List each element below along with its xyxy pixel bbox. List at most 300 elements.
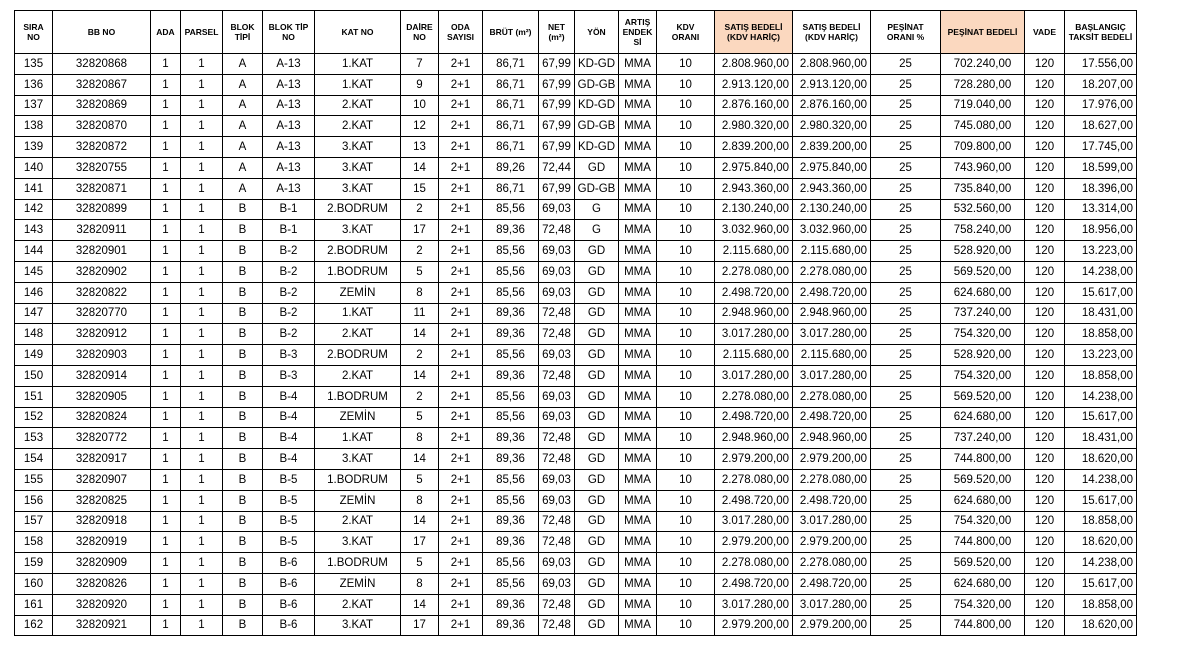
table-cell: 3.017.280,00 — [715, 324, 793, 345]
table-cell: 2+1 — [439, 324, 483, 345]
table-cell: 18.956,00 — [1065, 220, 1137, 241]
table-cell: B-2 — [263, 303, 315, 324]
table-cell: 1.KAT — [315, 428, 401, 449]
table-cell: 10 — [657, 407, 715, 428]
table-cell: 3.017.280,00 — [715, 365, 793, 386]
table-cell: 32820770 — [53, 303, 151, 324]
table-cell: 737.240,00 — [941, 303, 1025, 324]
table-cell: 151 — [15, 386, 53, 407]
table-cell: 11 — [401, 303, 439, 324]
table-cell: 2.808.960,00 — [793, 54, 871, 75]
table-cell: 1 — [151, 532, 181, 553]
table-cell: 1 — [151, 137, 181, 158]
table-cell: 25 — [871, 469, 941, 490]
table-cell: 25 — [871, 365, 941, 386]
table-cell: 2.948.960,00 — [793, 428, 871, 449]
table-cell: 1 — [181, 157, 223, 178]
table-cell: 1 — [181, 490, 223, 511]
table-cell: 89,36 — [483, 594, 539, 615]
table-cell: 139 — [15, 137, 53, 158]
table-cell: 2.876.160,00 — [793, 95, 871, 116]
table-cell: 161 — [15, 594, 53, 615]
table-cell: 2.278.080,00 — [715, 386, 793, 407]
table-cell: 737.240,00 — [941, 428, 1025, 449]
table-cell: 1.BODRUM — [315, 386, 401, 407]
table-cell: 758.240,00 — [941, 220, 1025, 241]
table-cell: 17.976,00 — [1065, 95, 1137, 116]
table-cell: 624.680,00 — [941, 407, 1025, 428]
table-cell: 2+1 — [439, 594, 483, 615]
table-row — [15, 365, 1137, 386]
table-cell: GD — [575, 365, 619, 386]
table-cell: 709.800,00 — [941, 137, 1025, 158]
table-cell: 1 — [151, 95, 181, 116]
table-cell: 10 — [657, 157, 715, 178]
table-cell: 85,56 — [483, 241, 539, 262]
table-cell: B-2 — [263, 241, 315, 262]
table-row — [15, 511, 1137, 532]
column-header-text: TAKSİT BEDELİ — [1068, 32, 1133, 42]
table-cell: B — [223, 615, 263, 636]
table-cell: B-6 — [263, 553, 315, 574]
table-row — [15, 137, 1137, 158]
table-cell: 14.238,00 — [1065, 553, 1137, 574]
table-cell: 1 — [151, 157, 181, 178]
table-cell: MMA — [619, 303, 657, 324]
table-cell: MMA — [619, 241, 657, 262]
table-cell: 1 — [181, 573, 223, 594]
table-cell: 1.KAT — [315, 54, 401, 75]
table-cell: 85,56 — [483, 407, 539, 428]
column-header — [483, 11, 539, 54]
table-row — [15, 573, 1137, 594]
table-cell: 3.032.960,00 — [793, 220, 871, 241]
column-header — [871, 11, 941, 54]
table-cell: 7 — [401, 54, 439, 75]
table-cell: 17 — [401, 615, 439, 636]
table-cell: 1 — [181, 428, 223, 449]
column-header-text: SATIŞ BEDELİ — [802, 22, 861, 32]
column-header-text: ORANI — [671, 32, 700, 42]
table-cell: 14 — [401, 157, 439, 178]
table-cell: 702.240,00 — [941, 54, 1025, 75]
table-cell: 69,03 — [539, 469, 575, 490]
table-cell: 67,99 — [539, 137, 575, 158]
table-cell: 14 — [401, 365, 439, 386]
table-cell: 18.620,00 — [1065, 532, 1137, 553]
column-header-text: Sİ — [633, 37, 642, 47]
column-header — [181, 11, 223, 54]
table-cell: GD — [575, 532, 619, 553]
table-cell: 2.KAT — [315, 365, 401, 386]
column-header — [793, 11, 871, 54]
table-cell: 2.BODRUM — [315, 241, 401, 262]
table-cell: 10 — [657, 178, 715, 199]
table-cell: 72,48 — [539, 324, 575, 345]
table-cell: 89,36 — [483, 615, 539, 636]
table-cell: MMA — [619, 220, 657, 241]
table-cell: 69,03 — [539, 282, 575, 303]
table-cell: 2.278.080,00 — [715, 469, 793, 490]
table-cell: MMA — [619, 261, 657, 282]
table-cell: 120 — [1025, 199, 1065, 220]
table-cell: 72,48 — [539, 449, 575, 470]
column-header-text: SAYISI — [446, 32, 475, 42]
table-cell: GD — [575, 282, 619, 303]
table-cell: 120 — [1025, 241, 1065, 262]
table-cell: 32820911 — [53, 220, 151, 241]
table-cell: 2+1 — [439, 428, 483, 449]
table-cell: GD — [575, 594, 619, 615]
table-cell: 5 — [401, 261, 439, 282]
table-row — [15, 282, 1137, 303]
table-cell: 89,36 — [483, 532, 539, 553]
table-cell: 5 — [401, 407, 439, 428]
table-cell: 1 — [181, 449, 223, 470]
table-cell: 1 — [151, 282, 181, 303]
table-cell: 1 — [151, 428, 181, 449]
table-cell: MMA — [619, 553, 657, 574]
column-header-text: BLOK — [230, 22, 255, 32]
table-cell: 3.KAT — [315, 220, 401, 241]
table-cell: B — [223, 241, 263, 262]
column-header-text: PEŞİNAT — [887, 22, 924, 32]
table-cell: 2.278.080,00 — [715, 553, 793, 574]
table-cell: A — [223, 116, 263, 137]
table-cell: 1 — [151, 573, 181, 594]
table-cell: 18.207,00 — [1065, 74, 1137, 95]
table-cell: B — [223, 594, 263, 615]
table-cell: 25 — [871, 303, 941, 324]
table-cell: 2.948.960,00 — [715, 428, 793, 449]
table-cell: GD — [575, 615, 619, 636]
table-cell: MMA — [619, 365, 657, 386]
table-cell: 2.498.720,00 — [715, 407, 793, 428]
table-cell: 2.498.720,00 — [715, 282, 793, 303]
table-cell: 2+1 — [439, 407, 483, 428]
table-cell: B-6 — [263, 573, 315, 594]
table-cell: 14.238,00 — [1065, 386, 1137, 407]
table-cell: 2+1 — [439, 573, 483, 594]
table-cell: 3.KAT — [315, 532, 401, 553]
table-cell: 1 — [151, 594, 181, 615]
table-row — [15, 199, 1137, 220]
column-header-text: NO — [282, 32, 295, 42]
table-cell: 3.017.280,00 — [793, 594, 871, 615]
table-cell: 17 — [401, 532, 439, 553]
table-cell: 569.520,00 — [941, 553, 1025, 574]
table-cell: 32820824 — [53, 407, 151, 428]
table-cell: MMA — [619, 95, 657, 116]
table-cell: 89,36 — [483, 220, 539, 241]
table-cell: 85,56 — [483, 261, 539, 282]
table-cell: MMA — [619, 469, 657, 490]
table-cell: 14 — [401, 449, 439, 470]
table-cell: 32820901 — [53, 241, 151, 262]
column-header — [619, 11, 657, 54]
table-cell: 3.017.280,00 — [793, 511, 871, 532]
table-cell: 1 — [151, 261, 181, 282]
table-cell: 120 — [1025, 532, 1065, 553]
table-cell: 155 — [15, 469, 53, 490]
table-cell: 25 — [871, 573, 941, 594]
table-cell: MMA — [619, 532, 657, 553]
table-cell: 2.BODRUM — [315, 199, 401, 220]
table-cell: 25 — [871, 407, 941, 428]
table-cell: 2.979.200,00 — [793, 449, 871, 470]
table-cell: 10 — [657, 594, 715, 615]
column-header — [575, 11, 619, 54]
table-row — [15, 449, 1137, 470]
table-cell: 72,48 — [539, 532, 575, 553]
table-cell: MMA — [619, 199, 657, 220]
table-cell: 18.858,00 — [1065, 594, 1137, 615]
column-header — [151, 11, 181, 54]
table-cell: GD — [575, 241, 619, 262]
table-cell: MMA — [619, 324, 657, 345]
table-cell: 10 — [657, 199, 715, 220]
table-cell: 1 — [181, 54, 223, 75]
table-cell: 25 — [871, 449, 941, 470]
table-cell: 32820868 — [53, 54, 151, 75]
table-cell: KD-GD — [575, 54, 619, 75]
table-cell: 2.975.840,00 — [793, 157, 871, 178]
table-cell: 2.980.320,00 — [715, 116, 793, 137]
table-cell: 10 — [657, 490, 715, 511]
table-cell: 2.979.200,00 — [793, 615, 871, 636]
table-cell: 1 — [181, 594, 223, 615]
column-header-text: YÖN — [587, 27, 606, 37]
column-header-text: (KDV HARİÇ) — [805, 32, 858, 42]
column-header-text: ARTIŞ — [624, 17, 651, 27]
column-header-text: ENDEK — [622, 27, 653, 37]
table-cell: 72,48 — [539, 615, 575, 636]
table-cell: A — [223, 157, 263, 178]
table-cell: 17.556,00 — [1065, 54, 1137, 75]
table-cell: 2.498.720,00 — [715, 490, 793, 511]
table-cell: 32820903 — [53, 345, 151, 366]
table-cell: 1 — [151, 511, 181, 532]
table-cell: 69,03 — [539, 386, 575, 407]
table-cell: 14 — [401, 594, 439, 615]
table-cell: 1 — [181, 407, 223, 428]
table-cell: 10 — [657, 428, 715, 449]
table-cell: 25 — [871, 137, 941, 158]
table-cell: 18.431,00 — [1065, 303, 1137, 324]
table-cell: 2+1 — [439, 553, 483, 574]
table-cell: 160 — [15, 573, 53, 594]
table-cell: 10 — [657, 386, 715, 407]
table-cell: 1 — [151, 553, 181, 574]
table-cell: 1 — [181, 199, 223, 220]
table-cell: 2.498.720,00 — [793, 282, 871, 303]
table-cell: 2.498.720,00 — [793, 407, 871, 428]
table-cell: 1 — [181, 303, 223, 324]
table-cell: 10 — [657, 324, 715, 345]
table-cell: 528.920,00 — [941, 345, 1025, 366]
table-cell: B-2 — [263, 324, 315, 345]
table-cell: B — [223, 386, 263, 407]
table-cell: 624.680,00 — [941, 573, 1025, 594]
column-header-text: BB NO — [87, 27, 116, 37]
table-cell: 2.943.360,00 — [793, 178, 871, 199]
table-cell: 2+1 — [439, 220, 483, 241]
table-cell: 10 — [657, 615, 715, 636]
table-row — [15, 532, 1137, 553]
table-cell: 72,48 — [539, 511, 575, 532]
table-cell: 2+1 — [439, 199, 483, 220]
table-cell: B — [223, 449, 263, 470]
table-cell: MMA — [619, 345, 657, 366]
table-cell: 2+1 — [439, 95, 483, 116]
table-cell: 120 — [1025, 573, 1065, 594]
table-cell: 25 — [871, 199, 941, 220]
table-cell: 1 — [181, 137, 223, 158]
table-cell: 2 — [401, 345, 439, 366]
table-cell: 2.KAT — [315, 594, 401, 615]
column-header — [657, 11, 715, 54]
column-header-text: ADA — [156, 27, 175, 37]
table-cell: 18.627,00 — [1065, 116, 1137, 137]
table-cell: 32820822 — [53, 282, 151, 303]
table-cell: 15 — [401, 178, 439, 199]
table-cell: 85,56 — [483, 282, 539, 303]
table-row — [15, 261, 1137, 282]
table-cell: 153 — [15, 428, 53, 449]
table-cell: MMA — [619, 407, 657, 428]
table-cell: 1 — [181, 553, 223, 574]
table-cell: B — [223, 553, 263, 574]
table-cell: 754.320,00 — [941, 511, 1025, 532]
table-cell: 2.980.320,00 — [793, 116, 871, 137]
table-cell: A-13 — [263, 74, 315, 95]
table-cell: 69,03 — [539, 407, 575, 428]
table-cell: 10 — [657, 573, 715, 594]
table-cell: 32820918 — [53, 511, 151, 532]
table-cell: 2+1 — [439, 490, 483, 511]
table-cell: 25 — [871, 54, 941, 75]
table-cell: 5 — [401, 553, 439, 574]
table-cell: ZEMİN — [315, 490, 401, 511]
table-cell: 2.948.960,00 — [793, 303, 871, 324]
table-cell: G — [575, 199, 619, 220]
table-cell: 8 — [401, 490, 439, 511]
table-cell: 18.396,00 — [1065, 178, 1137, 199]
table-cell: 25 — [871, 95, 941, 116]
table-cell: 32820909 — [53, 553, 151, 574]
table-cell: 1 — [151, 407, 181, 428]
table-cell: GD — [575, 469, 619, 490]
table-cell: 32820870 — [53, 116, 151, 137]
table-cell: A — [223, 137, 263, 158]
table-cell: 8 — [401, 428, 439, 449]
table-cell: 2+1 — [439, 178, 483, 199]
table-cell: 10 — [657, 449, 715, 470]
table-cell: B — [223, 490, 263, 511]
table-cell: 32820872 — [53, 137, 151, 158]
table-cell: B — [223, 407, 263, 428]
table-cell: 158 — [15, 532, 53, 553]
table-cell: 2.115.680,00 — [715, 345, 793, 366]
table-cell: 142 — [15, 199, 53, 220]
table-cell: B-4 — [263, 386, 315, 407]
table-cell: 12 — [401, 116, 439, 137]
table-cell: 10 — [657, 220, 715, 241]
table-cell: GD — [575, 449, 619, 470]
column-header-text: (KDV HARİÇ) — [727, 32, 780, 42]
table-cell: 120 — [1025, 303, 1065, 324]
table-cell: 624.680,00 — [941, 282, 1025, 303]
column-header — [1025, 11, 1065, 54]
table-cell: 157 — [15, 511, 53, 532]
column-header — [401, 11, 439, 54]
table-cell: 1 — [151, 54, 181, 75]
column-header-text: SATIŞ BEDELİ — [724, 22, 783, 32]
table-cell: 1 — [181, 365, 223, 386]
table-cell: 1 — [181, 95, 223, 116]
table-cell: 2+1 — [439, 54, 483, 75]
table-cell: 1.BODRUM — [315, 261, 401, 282]
table-cell: 1 — [181, 116, 223, 137]
table-cell: 2.498.720,00 — [793, 490, 871, 511]
table-cell: ZEMİN — [315, 407, 401, 428]
table-row — [15, 428, 1137, 449]
table-row — [15, 157, 1137, 178]
table-cell: 3.017.280,00 — [715, 594, 793, 615]
table-cell: B-3 — [263, 345, 315, 366]
column-header-text: VADE — [1033, 27, 1056, 37]
table-cell: B — [223, 220, 263, 241]
table-cell: 120 — [1025, 469, 1065, 490]
table-cell: 1 — [181, 220, 223, 241]
table-cell: 32820825 — [53, 490, 151, 511]
table-row — [15, 178, 1137, 199]
column-header-text: KAT NO — [341, 27, 374, 37]
column-header-text: NET — [548, 22, 565, 32]
table-cell: 85,56 — [483, 553, 539, 574]
table-cell: 25 — [871, 116, 941, 137]
table-cell: 8 — [401, 282, 439, 303]
table-cell: 3.KAT — [315, 615, 401, 636]
table-cell: 2.979.200,00 — [715, 449, 793, 470]
table-cell: 67,99 — [539, 116, 575, 137]
table-cell: 2.948.960,00 — [715, 303, 793, 324]
table-cell: B — [223, 511, 263, 532]
table-cell: 2.498.720,00 — [715, 573, 793, 594]
table-cell: 25 — [871, 220, 941, 241]
table-cell: 13 — [401, 137, 439, 158]
table-cell: MMA — [619, 511, 657, 532]
table-cell: 32820905 — [53, 386, 151, 407]
table-cell: 89,36 — [483, 449, 539, 470]
table-cell: GD — [575, 573, 619, 594]
table-header-row — [15, 11, 1137, 54]
table-cell: 2+1 — [439, 157, 483, 178]
table-cell: 569.520,00 — [941, 386, 1025, 407]
table-cell: 72,48 — [539, 303, 575, 324]
table-cell: MMA — [619, 386, 657, 407]
table-cell: 3.KAT — [315, 137, 401, 158]
table-cell: 2.839.200,00 — [793, 137, 871, 158]
table-cell: 69,03 — [539, 573, 575, 594]
table-cell: 2.876.160,00 — [715, 95, 793, 116]
table-cell: 72,44 — [539, 157, 575, 178]
table-cell: 25 — [871, 532, 941, 553]
table-cell: 120 — [1025, 594, 1065, 615]
table-cell: MMA — [619, 594, 657, 615]
table-cell: 1 — [151, 220, 181, 241]
table-cell: GD — [575, 553, 619, 574]
